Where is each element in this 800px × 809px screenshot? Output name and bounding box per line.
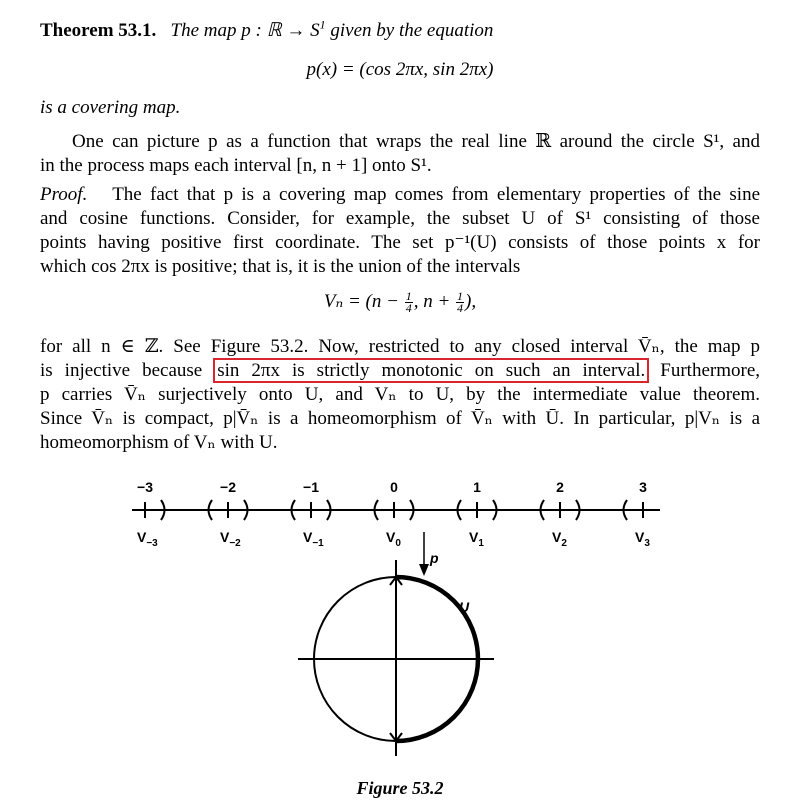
proof-label: Proof.	[40, 184, 88, 205]
proof-line9: homeomorphism of Vₙ with U.	[40, 432, 278, 453]
tick-label: 0	[390, 479, 398, 495]
tick-label: 1	[473, 479, 481, 495]
proof-line5: for all n ∈ ℤ. See Figure 53.2. Now, restricted to any closed interval V̄ₙ, the map p	[40, 336, 760, 357]
fraction-quarter: $\frac{1}{4}$	[457, 289, 464, 316]
theorem-line	[40, 19, 760, 43]
interval-label: $V_{-1}$	[303, 529, 324, 549]
paragraph1-line2: in the process maps each interval [n, n + 1] onto S¹.	[40, 155, 432, 176]
tick-label: −2	[220, 479, 236, 495]
theorem-conclusion: is a covering map.	[40, 97, 181, 118]
proof-line3: points having positive first coordinate. The set p⁻¹(U) consists of those points x for	[40, 232, 760, 253]
proof-line2: and cosine functions. Consider, for example, the subset U of S¹ consisting of those	[40, 208, 760, 229]
interval-label: $V_1$	[469, 529, 484, 549]
proof-line1: Proof. The fact that p is a covering map comes from elementary properties of the sine	[40, 184, 761, 205]
interval-equation: Vₙ = (n − $\frac{1}{4}$ , n + $\frac{1}{4}$ ),	[323, 289, 477, 316]
fraction-quarter: $\frac{1}{4}$	[405, 289, 412, 316]
proof-line7: p carries V̄ₙ surjectively onto U, and Vₙ to U, by the intermediate value theorem.	[40, 384, 760, 405]
theorem-equation: p(x) = (cos 2πx, sin 2πx)	[306, 59, 494, 80]
interval-label: $V_0$	[386, 529, 401, 549]
tick-label: 3	[639, 479, 647, 495]
highlighted-phrase: sin 2πx is strictly monotonic on such an interval.	[213, 358, 649, 383]
proof-line8: Since V̄ₙ is compact, p|V̄ₙ is a homeomorphism of V̄ₙ with Ū. In particular, p|Vₙ is a	[40, 408, 760, 429]
interval-labels	[137, 529, 650, 549]
map-label: p	[430, 550, 439, 566]
paragraph1-line1: One can picture p as a function that wraps the real line ℝ around the circle S¹, and	[72, 131, 760, 152]
theorem-statement: The map p : ℝ → $S^1$ given by the equation	[170, 17, 494, 41]
theorem-label: Theorem 53.1.	[40, 20, 157, 41]
tick-label: −1	[303, 479, 319, 495]
interval-label: $V_2$	[552, 529, 567, 549]
proof-line4: which cos 2πx is positive; that is, it is the union of the intervals	[40, 256, 521, 277]
figure-53-2	[0, 460, 800, 790]
arrow-head	[419, 564, 429, 576]
arc-label: U	[459, 599, 470, 615]
proof-line6: is injective because sin 2πx is strictly monotonic on such an interval. Furthermore,	[40, 360, 761, 381]
interval-label: $V_{-2}$	[220, 529, 241, 549]
interval-label: $V_{-3}$	[137, 529, 158, 549]
tick-label: −3	[137, 479, 153, 495]
tick-label: 2	[556, 479, 564, 495]
tick-labels	[137, 479, 647, 495]
interval-label: $V_3$	[635, 529, 650, 549]
figure-caption: Figure 53.2	[356, 778, 444, 798]
